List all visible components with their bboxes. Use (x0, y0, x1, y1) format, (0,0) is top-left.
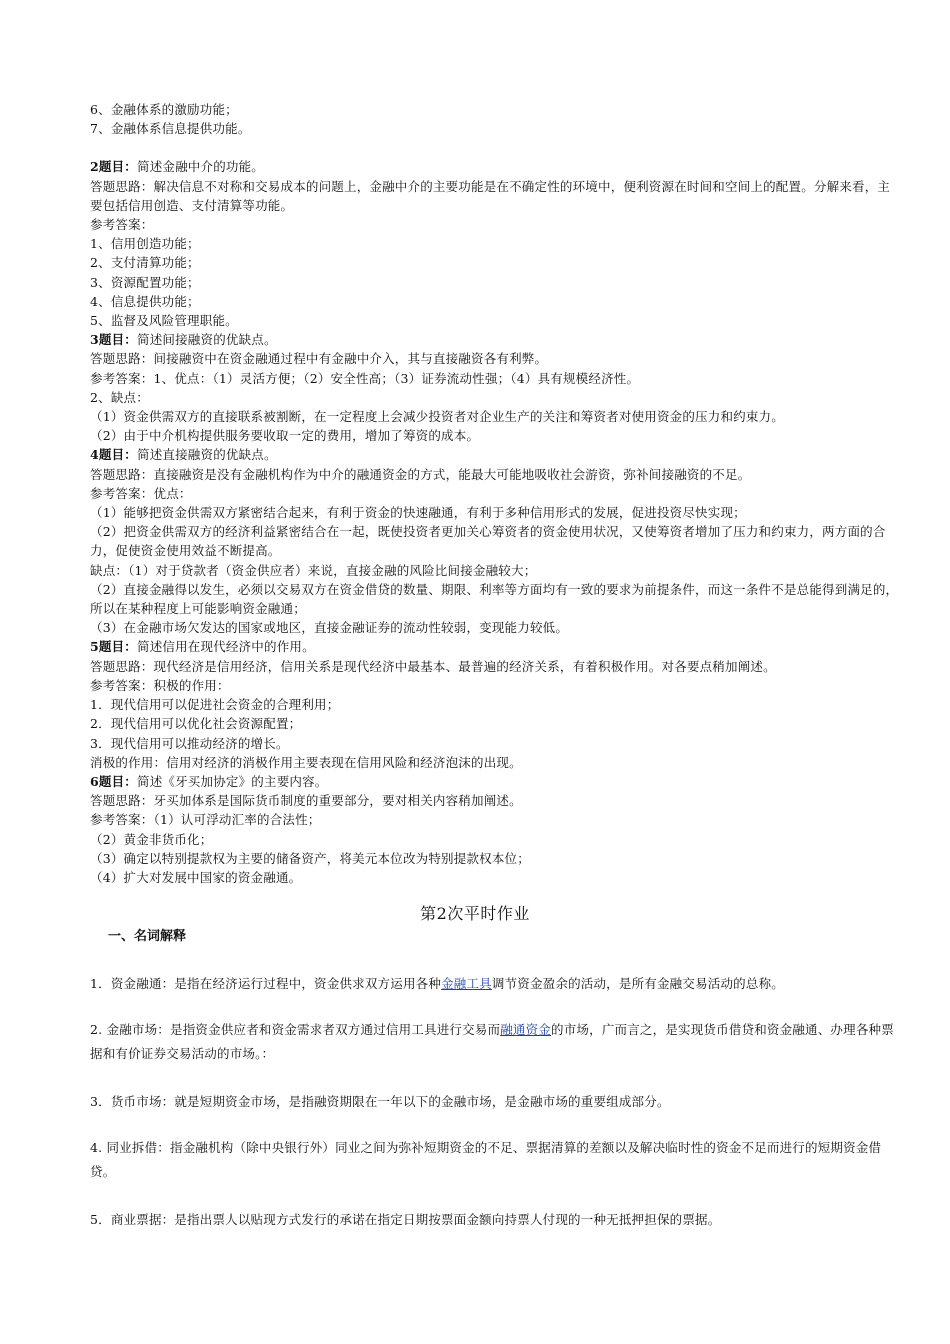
question-2 (90, 157, 900, 176)
answer-line: 2、缺点： (90, 389, 149, 405)
answer-line: （2）由于中介机构提供服务要收取一定的费用，增加了筹资的成本。 (90, 428, 480, 444)
list-item: 3、资源配置功能； (90, 274, 200, 290)
list-item: 4、信息提供功能； (90, 293, 200, 309)
question-title: 简述金融中介的功能。 (137, 159, 265, 175)
question-title: 简述《牙买加协定》的主要内容。 (137, 773, 328, 789)
question-label: 2题目： (90, 159, 137, 175)
question-label: 5题目： (90, 639, 137, 655)
question-title: 简述直接融资的优缺点。 (137, 447, 277, 463)
list-item: 7、金融体系信息提供功能。 (90, 121, 251, 137)
answer-line: （3）在金融市场欠发达的国家或地区，直接金融证券的流动性较弱，变现能力较低。 (90, 620, 569, 636)
question-label: 4题目： (90, 447, 137, 463)
spacer (90, 138, 900, 157)
question-label: 6题目： (90, 773, 137, 789)
definition-item: 4. 同业拆借：指金融机构（除中央银行外）同业之间为弥补短期资金的不足、票据清算的差额以及解决临时性的资金不足而进行的短期资金借贷。 (90, 1140, 882, 1179)
list-item: 5、监督及风险管理职能。 (90, 313, 238, 329)
answer-thinking: 答题思路：现代经济是信用经济，信用关系是现代经济中最基本、最普遍的经济关系，有着积极作用。对各要点稍加阐述。 (90, 658, 776, 674)
answer-text: 参考答案：积极的作用： (90, 677, 230, 693)
question-label: 3题目： (90, 332, 137, 348)
answer-line: （1）资金供需双方的直接联系被割断，在一定程度上会减少投资者对企业生产的关注和筹资者对使用资金的压力和约束力。 (90, 409, 784, 425)
answer-thinking: 答题思路：解决信息不对称和交易成本的问题上，金融中介的主要功能是在不确定性的环境中，便利资源在时间和空间上的配置。分解来看，主要包括信用创造、支付清算等功能。 (90, 178, 891, 213)
question-5 (90, 637, 900, 656)
answer-text: 参考答案：（1）认可浮动汇率的合法性； (90, 812, 321, 828)
question-6 (90, 772, 900, 791)
section-heading: 一、名词解释 (108, 929, 187, 944)
homework-title: 第2次平时作业 (420, 904, 530, 923)
answer-line: （3）确定以特别提款权为主要的储备资产，将美元本位改为特别提款权本位； (90, 850, 530, 866)
answer-line: 1．现代信用可以促进社会资金的合理利用； (90, 697, 340, 713)
definition-text: 调节资金盈余的活动，是所有金融交易活动的总称。 (491, 976, 784, 991)
question-title: 简述间接融资的优缺点。 (137, 332, 277, 348)
list-item: 6、金融体系的激励功能； (90, 102, 238, 117)
definition-text: 2. 金融市场：是指资金供应者和资金需求者双方通过信用工具进行交易而 (90, 1022, 501, 1037)
answer-thinking: 答题思路：直接融资是没有金融机构作为中介的融通资金的方式，能最大可能地吸收社会游资，弥补间接融资的不足。 (90, 466, 751, 482)
answer-line: （2）直接金融得以发生，必须以交易双方在资金借贷的数量、期限、利率等方面均有一致的要求为前提条件，而这一条件不是总能得到满足的，所以在某种程度上可能影响资金融通； (90, 581, 899, 617)
answer-line: （4）扩大对发展中国家的资金融通。 (90, 869, 302, 885)
definitions-list (90, 972, 900, 1256)
question-3 (90, 330, 900, 349)
answer-line: （2）黄金非货币化； (90, 831, 213, 847)
answer-line: （1）能够把资金供需双方紧密结合起来，有利于资金的快速融通，有利于多种信用形式的发展，促进投资尽快实现； (90, 505, 746, 521)
homework-answers-section (90, 100, 900, 887)
definition-item (90, 972, 900, 996)
definition-text: 1．资金融通：是指在经济运行过程中，资金供求双方运用各种 (90, 976, 442, 991)
definition-item: 5．商业票据：是指出票人以贴现方式发行的承诺在指定日期按票面金额向持票人付现的一种无抵押担保的票据。 (90, 1212, 721, 1227)
answer-line: 消极的作用：信用对经济的消极作用主要表现在信用风险和经济泡沫的出现。 (90, 754, 522, 770)
definition-item: 3．货币市场：就是短期资金市场，是指融资期限在一年以下的金融市场，是金融市场的重要组成部分。 (90, 1094, 670, 1109)
answer-line: 3．现代信用可以推动经济的增长。 (90, 735, 289, 751)
list-item: 1、信用创造功能； (90, 236, 200, 252)
answer-label: 参考答案： (90, 217, 154, 233)
answer-line: 2．现代信用可以优化社会资源配置； (90, 716, 302, 732)
answer-text: 参考答案：1、优点：（1）灵活方便；（2）安全性高；（3）证券流动性强；（4）具有规模经济性。 (90, 370, 640, 386)
answer-thinking: 答题思路：牙买加体系是国际货币制度的重要部分，要对相关内容稍加阐述。 (90, 793, 522, 809)
answer-line: （2）把资金供需双方的经济利益紧密结合在一起，既使投资者更加关心筹资者的资金使用状况，又使筹资者增加了压力和约束力，两方面的合力，促使资金使用效益不断提高。 (90, 524, 886, 559)
question-title: 简述信用在现代经济中的作用。 (137, 639, 315, 655)
answer-text: 参考答案：优点： (90, 485, 192, 501)
answer-thinking: 答题思路：间接融资中在资金融通过程中有金融中介入，其与直接融资各有利弊。 (90, 351, 548, 367)
list-item: 2、支付清算功能； (90, 255, 200, 271)
link-financial-instruments[interactable]: 金融工具 (441, 976, 492, 991)
question-4 (90, 445, 900, 464)
definition-item (90, 1018, 900, 1066)
link-financing-funds[interactable]: 融通资金 (500, 1022, 552, 1037)
answer-line: 缺点：（1）对于贷款者（资金供应者）来说，直接金融的风险比间接金融较大； (90, 562, 537, 578)
definition-text: 的市场，广而言之，是实现货币借贷和资金融通、办理各种票据和有价证券交易活动的市场。： (90, 1022, 894, 1061)
